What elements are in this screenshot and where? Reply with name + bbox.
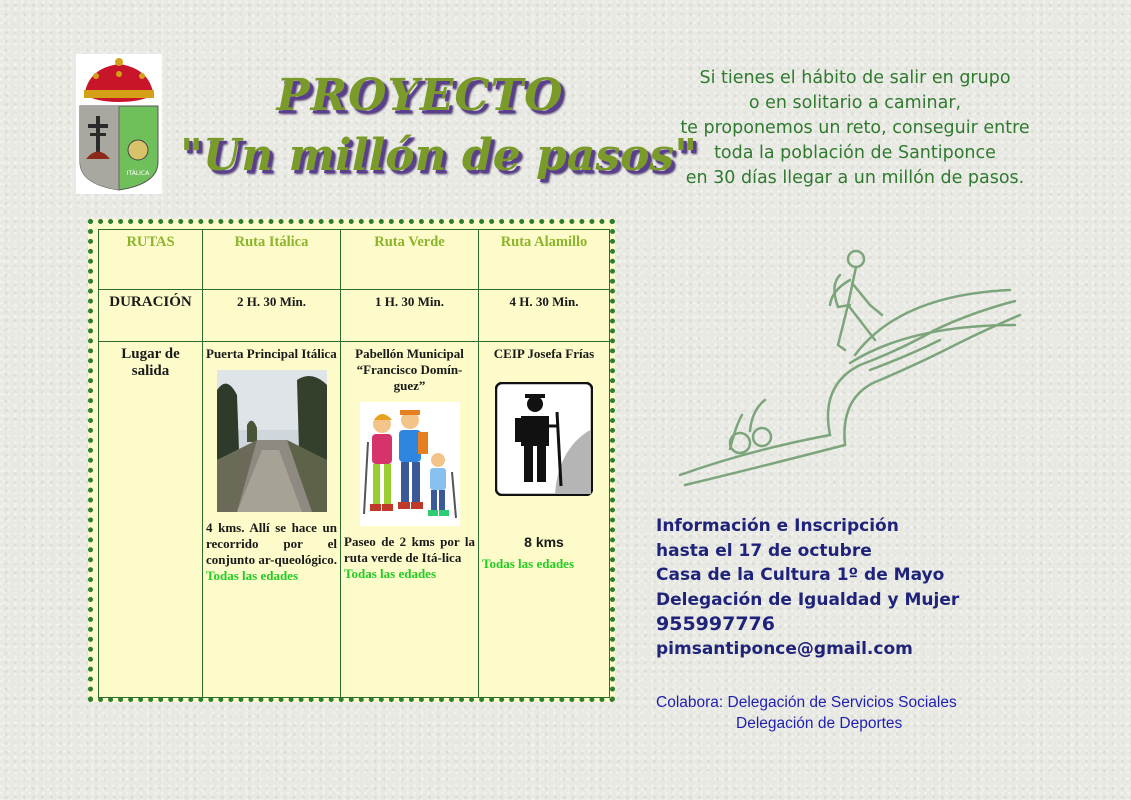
title-proyecto: PROYECTO [276,70,564,121]
colabora-block [656,692,957,734]
info-phone: 955997776 [656,613,775,635]
description-alamillo: 8 kms [524,534,564,550]
intro-line: Si tienes el hábito de salir en grupo [699,68,1011,88]
ages-verde: Todas las edades [344,566,436,581]
intro-text [650,66,1060,191]
duration-italica: 2 H. 30 Min. [203,290,341,342]
description-verde: Paseo de 2 kms por la ruta verde de Itá-lica [344,534,475,565]
header-ruta-alamillo: Ruta Alamillo [479,230,610,290]
header-ruta-italica: Ruta Itálica [203,230,341,290]
walker-sketch-icon [670,235,1030,495]
intro-line: en 30 días llegar a un millón de pasos. [685,168,1025,188]
header-rutas: RUTAS [99,230,203,290]
start-alamillo: CEIP Josefa Frías [493,346,595,361]
duration-alamillo: 4 H. 30 Min. [479,290,610,342]
routes-table-frame [88,219,615,702]
duration-label: DURACIÓN [99,290,203,342]
hiking-family-cartoon-icon [360,402,460,526]
coat-of-arms-icon [76,54,162,194]
route-cell-verde [341,342,479,698]
ages-alamillo: Todas las edades [482,556,574,571]
start-italica: Puerta Principal Itálica [206,346,337,361]
info-organizer: Delegación de Igualdad y Mujer [656,589,960,610]
info-block [656,514,959,661]
route-cell-alamillo [479,342,610,698]
ages-italica: Todas las edades [206,568,298,583]
intro-line: toda la población de Santiponce [714,143,996,163]
start-label: Lugar de salida [99,342,203,698]
intro-line: te proponemos un reto, conseguir entre [680,118,1030,138]
description-italica: 4 kms. Allí se hace un recorrido por el conjunto ar-queológico. [206,520,337,567]
info-venue: Casa de la Cultura 1º de Mayo [656,565,945,585]
colabora-line-2: Delegación de Deportes [736,715,903,732]
info-title: Información e Inscripción [656,516,899,536]
info-deadline: hasta el 17 de octubre [656,540,872,561]
roman-road-photo-icon [217,370,327,512]
info-email: pimsantiponce@gmail.com [656,638,913,659]
title-un-millon-de-pasos: "Un millón de pasos" [180,130,698,181]
start-verde: Pabellón Municipal “Francisco Domín-guez” [355,346,464,393]
duration-verde: 1 H. 30 Min. [341,290,479,342]
intro-line: o en solitario a caminar, [748,93,962,113]
routes-table [98,229,610,698]
svg-text:ITÁLICA: ITÁLICA [126,170,150,177]
route-cell-italica [203,342,341,698]
colabora-line-1: Colabora: Delegación de Servicios Sociales [656,694,957,711]
hiker-pictogram-icon [495,382,593,496]
header-ruta-verde: Ruta Verde [341,230,479,290]
